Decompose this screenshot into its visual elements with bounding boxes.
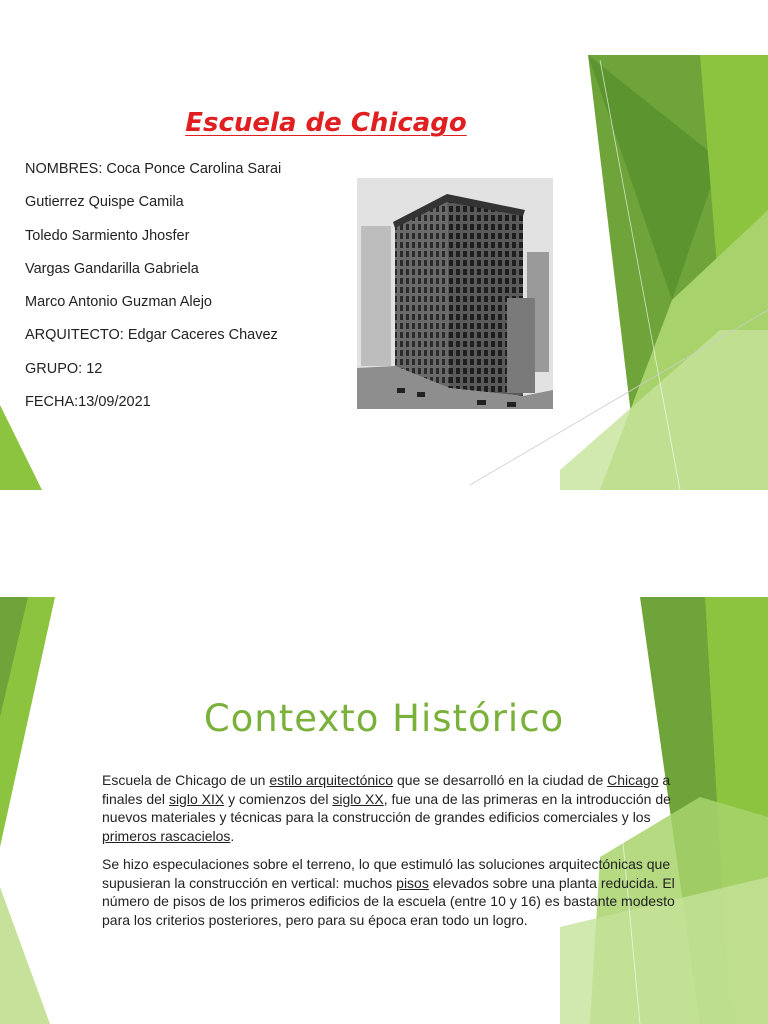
member-line: Vargas Gandarilla Gabriela xyxy=(25,260,199,277)
architect-line: ARQUITECTO: Edgar Caceres Chavez xyxy=(25,327,278,344)
section-title: Contexto Histórico xyxy=(203,697,565,740)
text-span: , fue una de las primeras en la introducción de nuevos materiales y técnicas para la construcción de grandes edificios comerciales y los xyxy=(102,790,671,825)
member-line: NOMBRES: Coca Ponce Carolina Sarai xyxy=(25,161,282,177)
member-line: Toledo Sarmiento Jhosfer xyxy=(25,227,190,244)
link-primeros-rascacielos[interactable]: primeros rascacielos xyxy=(102,827,231,844)
slide-1 xyxy=(0,0,768,490)
text-span: elevados sobre una planta reducida. El número de pisos de los primeros edificios de la escuela (entre 10 y 16) es bastante modesto para los criterios posteriores, pero para su época eran todo un logro. xyxy=(102,874,675,928)
text-span: que se desarrolló en la ciudad de xyxy=(393,772,608,788)
member-line: Marco Antonio Guzman Alejo xyxy=(25,294,212,311)
green-shape-left-bottom xyxy=(0,887,50,1024)
group-line: GRUPO: 12 xyxy=(25,360,103,377)
paragraph-2 xyxy=(102,855,698,929)
link-pisos[interactable]: pisos xyxy=(396,874,429,891)
text-span: a finales del xyxy=(102,772,671,807)
date-line: FECHA:13/09/2021 xyxy=(25,394,151,411)
link-siglo-xx[interactable]: siglo XX xyxy=(332,790,384,807)
link-estilo-arquitectonico[interactable]: estilo arquitectónico xyxy=(269,772,394,788)
member-line: Gutierrez Quispe Camila xyxy=(25,194,184,211)
link-chicago[interactable]: Chicago xyxy=(607,772,659,788)
slide-title: Escuela de Chicago xyxy=(185,108,467,138)
text-span: Se hizo especulaciones sobre el terreno, lo que estimuló las soluciones arquitectónicas que supusieran la construcción en vertical: muchos xyxy=(102,856,671,891)
link-siglo-xix[interactable]: siglo XIX xyxy=(168,790,225,807)
text-span: y comienzos del xyxy=(224,790,333,807)
member-list xyxy=(25,160,281,426)
text-span: Escuela de Chicago de un xyxy=(102,772,270,788)
skyscraper-photo xyxy=(357,178,553,409)
text-span: . xyxy=(230,827,235,844)
slide-2 xyxy=(0,597,768,1024)
paragraph-1 xyxy=(102,771,698,845)
